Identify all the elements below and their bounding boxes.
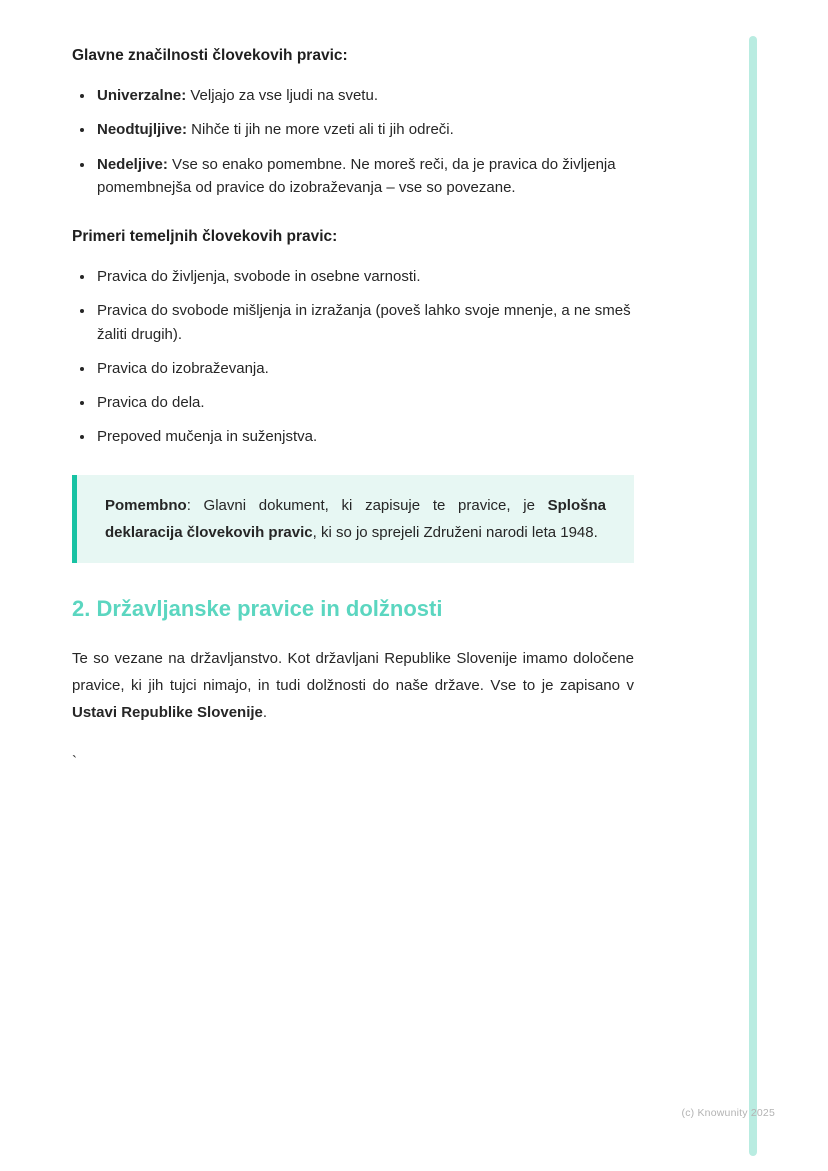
callout-bold-text: Splošna deklaracija človekovih pravic [105,496,606,541]
list-item: • Pravica do svobode mišljenja in izražanja (poveš lahko svoje mnenje, a ne smeš žaliti drugih). [95,299,634,346]
examples-list [72,265,634,449]
paragraph-text: . [262,704,268,722]
heading-main-features: Glavne značilnosti človekovih pravic: [72,47,348,64]
list-item [95,84,634,107]
list-item: • Pravica do izobraževanja. [95,357,634,380]
list-item-text: Nihče ti jih ne more vzeti ali ti jih odreči. [187,121,454,139]
list-item [95,118,634,141]
page-accent-bar [749,36,757,1156]
list-item: • Prepoved mučenja in suženjstva. [95,425,634,448]
callout-text: : Glavni dokument, ki zapisuje te pravice, je [186,496,548,514]
document-content [72,44,634,775]
paragraph-bold-text: Ustavi Republike Slovenije [72,704,263,722]
callout-label: Pomembno [105,496,187,514]
section-heading-civil-rights: 2. Državljanske pravice in dolžnosti [72,595,443,621]
list-item: • Pravica do življenja, svobode in osebne varnosti. [95,265,634,288]
civil-rights-paragraph [72,645,634,726]
list-item-text: Vse so enako pomembne. Ne moreš reči, da je pravica do življenja pomembnejša od pravice do izobraževanja – vse so povezane. [97,155,616,196]
list-item-term: Nedeljive: [97,155,168,173]
list-item: • Pravica do dela. [95,391,634,414]
list-item-term: Neodtujljive: [97,121,188,139]
important-callout [72,475,634,563]
callout-text: , ki so jo sprejeli Združeni narodi leta 1948. [312,523,598,541]
heading-examples: Primeri temeljnih človekovih pravic: [72,228,338,246]
stray-character: ` [72,753,77,771]
list-item-text: Veljajo za vse ljudi na svetu. [186,87,378,105]
paragraph-text: Te so vezane na državljanstvo. Kot državljani Republike Slovenije imamo določene pravice, ki jih tujci nimajo, in tudi dolžnosti do naše države. Vse to je zapisano v [72,650,634,695]
features-list [72,84,634,199]
footer-credit: (c) Knowunity 2025 [681,1107,775,1119]
list-item-term: Univerzalne: [97,87,187,105]
list-item [95,153,634,200]
